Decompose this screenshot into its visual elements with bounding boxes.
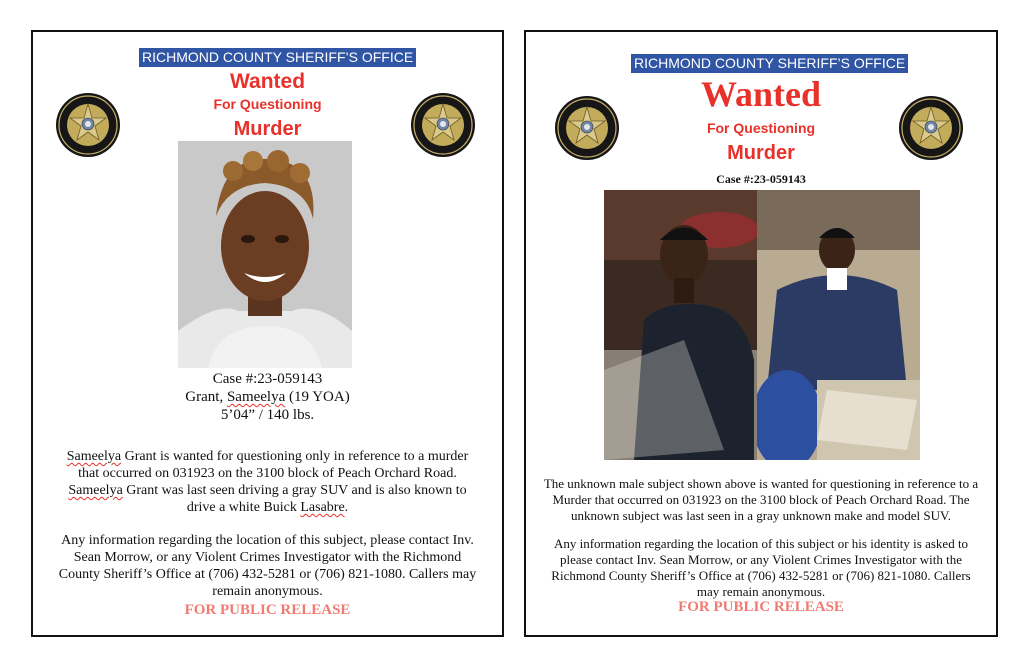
for-questioning-label: For Questioning [213, 96, 322, 112]
sheriff-seal-icon [554, 95, 620, 161]
wanted-heading: Wanted [700, 74, 822, 114]
crime-label: Murder [727, 142, 795, 164]
sheriff-seal-icon [898, 95, 964, 161]
case-number: Case #:23-059143 [716, 172, 806, 186]
sheriff-seal-icon [55, 92, 121, 158]
surveillance-photo-1 [604, 190, 757, 460]
agency-banner: RICHMOND COUNTY SHERIFF’S OFFICE [139, 48, 416, 67]
for-questioning-label: For Questioning [706, 120, 816, 136]
case-number: Case #:23-059143 [212, 371, 323, 387]
contact-paragraph: Any information regarding the location of this subject or his identity is asked to please contact Inv. Sean Morrow, or any Violent Crimes Investigator with the Richmond County Sheriff’s Office at (706) 432-5281 or (706) 821-1080. Callers may remain anonymous. [551, 536, 971, 599]
contact-paragraph: Any information regarding the location of this subject, please contact Inv. Sean Morrow, or any Violent Crimes Investigator with the Richmond County Sheriff’s Office at (706) 432-5281 or (706) 821-1080. Callers may remain anonymous. [58, 533, 477, 599]
suspect-photo [178, 141, 352, 368]
height-weight: 5’04” / 140 lbs. [220, 407, 315, 423]
public-release-label: FOR PUBLIC RELEASE [678, 599, 844, 615]
wanted-poster-unknown-subject [524, 30, 998, 637]
agency-banner: RICHMOND COUNTY SHERIFF’S OFFICE [631, 54, 908, 73]
public-release-label: FOR PUBLIC RELEASE [184, 602, 351, 618]
sheriff-seal-icon [410, 92, 476, 158]
description-paragraph: The unknown male subject shown above is wanted for questioning in reference to a Murder that occurred on 031923 on the 3100 block of Peach Orchard Road. The unknown subject was last seen in a gray unknown make and model SUV. [543, 476, 979, 523]
wanted-heading: Wanted [229, 70, 306, 93]
crime-label: Murder [233, 118, 302, 140]
description-paragraph: Sameelya Grant is wanted for questioning only in reference to a murder that occurred on 031923 on the 3100 block of Peach Orchard Road. Sameelya Grant was last seen driving a gray SUV and is also known to drive a white Buick Lasabre. [66, 449, 469, 515]
wanted-poster-sameelya-grant [31, 30, 504, 637]
surveillance-photo-2 [757, 190, 920, 460]
suspect-name: Grant, Sameelya (19 YOA) [185, 389, 350, 405]
